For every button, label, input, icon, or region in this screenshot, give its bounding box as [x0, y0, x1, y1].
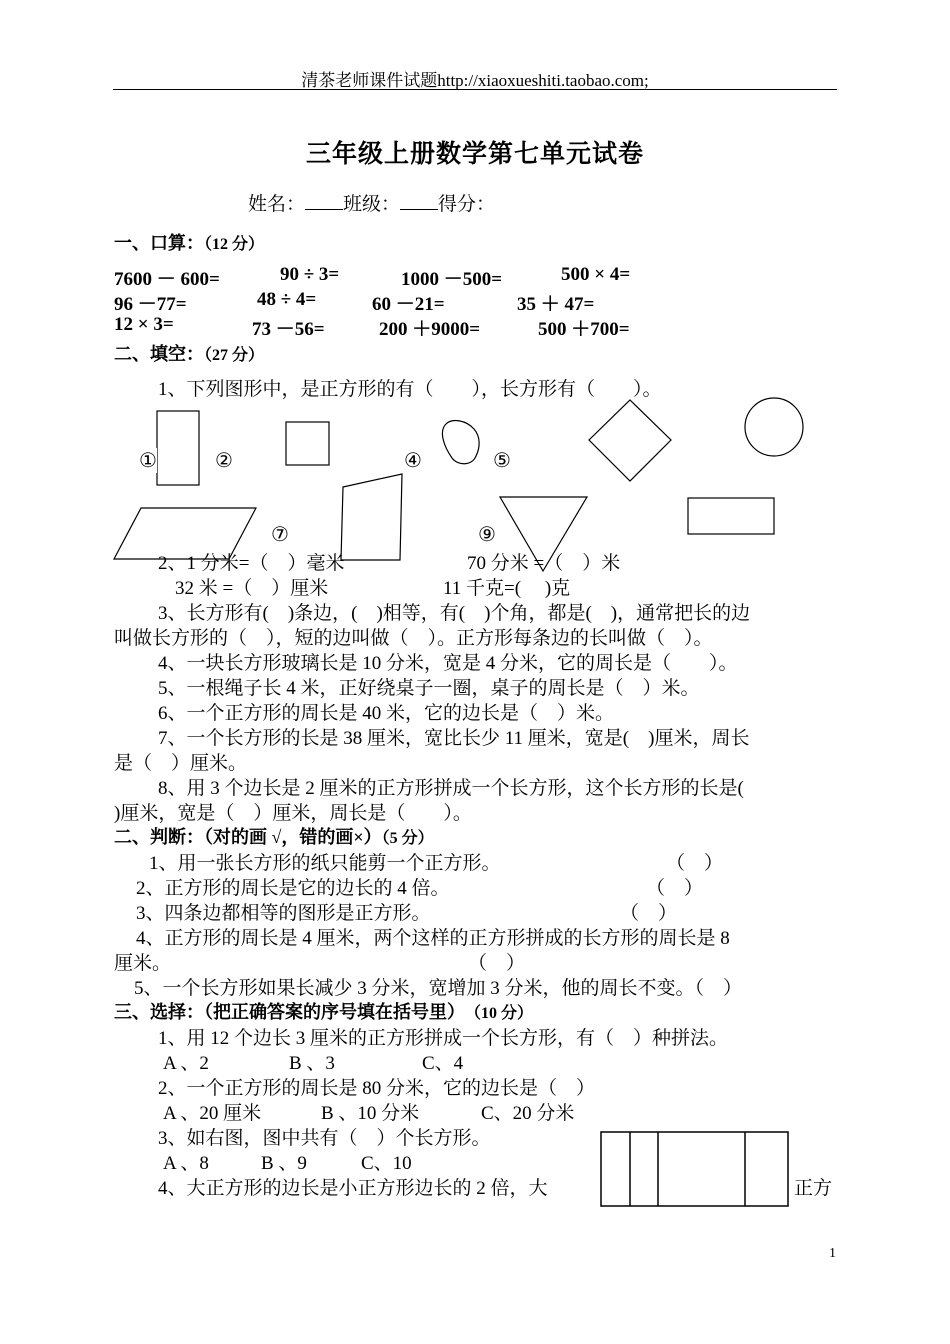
- page-number: 1: [829, 1246, 836, 1261]
- question-text: 3、如右图，图中共有（ ）个长方形。: [158, 1128, 491, 1149]
- choice-option[interactable]: B 、3: [289, 1053, 335, 1074]
- calc-item: 96 －77=: [114, 294, 187, 315]
- shape-circle: [745, 398, 803, 456]
- calc-item: 73 －56=: [252, 319, 325, 340]
- question-text: 1、下列图形中，是正方形的有（ ），长方形有（ ）。: [158, 379, 662, 400]
- question-text: 3、四条边都相等的图形是正方形。: [136, 903, 431, 924]
- choice-option[interactable]: A 、8: [163, 1153, 209, 1174]
- section-points: （5 分）: [381, 830, 434, 847]
- choice-option[interactable]: C、4: [422, 1053, 464, 1074]
- question-text: 2、一个正方形的周长是 80 分米，它的边长是（ ）: [158, 1078, 596, 1099]
- shape-trapezoid: [341, 474, 402, 560]
- section-points: （27 分）: [204, 347, 265, 364]
- answer-parens[interactable]: （ ）: [646, 878, 704, 899]
- question-text: 5、一根绳子长 4 米，正好绕桌子一圈，桌子的周长是（ ）米。: [158, 678, 700, 699]
- answer-parens[interactable]: （ ）: [468, 953, 526, 974]
- calc-item: 500 × 4=: [561, 264, 631, 285]
- calc-item: 7600 － 600=: [114, 269, 220, 290]
- choice-option[interactable]: C、10: [361, 1153, 412, 1174]
- choice-option[interactable]: A 、2: [163, 1053, 209, 1074]
- section-label: 三、选择：（把正确答案的序号填在括号里）: [114, 1002, 465, 1022]
- question-text: 3、长方形有( )条边，( )相等，有( )个角，都是( )，通常把长的边: [158, 603, 751, 624]
- name-label: 姓名：: [248, 194, 306, 215]
- question-text: )厘米，宽是（ ）厘米，周长是（ ）。: [114, 803, 472, 824]
- choice-option[interactable]: B 、10 分米: [321, 1103, 420, 1124]
- score-label: 得分：: [438, 194, 496, 215]
- question-text: 7、一个长方形的长是 38 厘米，宽比长少 11 厘米，宽是( )厘米，周长: [158, 728, 750, 749]
- answer-parens[interactable]: （ ）: [620, 903, 678, 924]
- question-text: 正方: [794, 1178, 833, 1199]
- page-header: 清茶老师课件试题http://xiaoxueshiti.taobao.com;: [301, 71, 649, 90]
- shape-label: ②: [215, 450, 233, 472]
- choice-option[interactable]: B 、9: [261, 1153, 307, 1174]
- shape-label: ④: [404, 450, 422, 472]
- question-text: 5、一个长方形如果长减少 3 分米，宽增加 3 分米，他的周长不变。（ ）: [134, 978, 743, 999]
- question-text: 2、正方形的周长是它的边长的 4 倍。: [136, 878, 450, 899]
- shape-small-square: [286, 422, 329, 465]
- question-text: 2、1 分米=（ ）毫米: [158, 553, 345, 574]
- question-text: 6、一个正方形的周长是 40 米，它的边长是（ ）米。: [158, 703, 615, 724]
- question-text: 1、用一张长方形的纸只能剪一个正方形。: [149, 853, 501, 874]
- calc-item: 1000 －500=: [401, 269, 503, 290]
- question-text: 70 分米 =（ ）米: [467, 553, 621, 574]
- figure-rectangles-outline: [601, 1132, 788, 1206]
- shape-tall-rectangle: [157, 411, 199, 485]
- shape-diamond: [589, 400, 671, 481]
- section-label: 二、判断：（对的画 √，错的画×）: [114, 827, 382, 847]
- calc-item: 12 × 3=: [114, 314, 174, 335]
- section-choice: [114, 998, 533, 1024]
- calc-item: 200 ＋9000=: [379, 319, 481, 340]
- class-label: 班级：: [343, 194, 401, 215]
- question-text: 是（ ）厘米。: [114, 753, 248, 774]
- question-text: 4、正方形的周长是 4 厘米，两个这样的正方形拼成的长方形的周长是 8: [136, 928, 730, 949]
- choice-option[interactable]: A 、20 厘米: [163, 1103, 262, 1124]
- calc-item: 35 ＋ 47=: [517, 294, 595, 315]
- shape-wide-rectangle: [688, 498, 774, 534]
- calc-item: 90 ÷ 3=: [280, 264, 340, 285]
- calc-item: 48 ÷ 4=: [257, 289, 317, 310]
- question-text: 4、大正方形的边长是小正方形边长的 2 倍，大: [158, 1178, 548, 1199]
- shape-label: ⑤: [493, 450, 511, 472]
- question-text: 厘米。: [114, 953, 172, 974]
- calc-item: 500 ＋700=: [538, 319, 630, 340]
- shape-label: ①: [139, 450, 157, 472]
- shape-label: ⑨: [478, 524, 496, 546]
- choice-option[interactable]: C、20 分米: [481, 1103, 575, 1124]
- answer-parens[interactable]: （ ）: [666, 853, 724, 874]
- section-points: （10 分）: [473, 1005, 534, 1022]
- question-text: 叫做长方形的（ ），短的边叫做（ ）。正方形每条边的长叫做（ ）。: [114, 628, 713, 649]
- question-text: 4、一块长方形玻璃长是 10 分米，宽是 4 分米，它的周长是（ ）。: [158, 653, 738, 674]
- section-judge: [114, 823, 434, 849]
- section-label: 一、口算：: [114, 233, 204, 253]
- question-text: 8、用 3 个边长是 2 厘米的正方形拼成一个长方形，这个长方形的长是(: [158, 778, 744, 799]
- section-points: （12 分）: [204, 236, 265, 253]
- section-label: 二、填空：: [114, 344, 204, 364]
- question-text: 11 千克=( )克: [443, 578, 571, 599]
- shape-label: ⑦: [271, 524, 289, 546]
- question-text: 32 米 =（ ）厘米: [175, 578, 329, 599]
- page-title: 三年级上册数学第七单元试卷: [305, 141, 644, 168]
- shape-irregular-blob: [442, 421, 479, 464]
- calc-item: 60 －21=: [372, 294, 445, 315]
- question-text: 1、用 12 个边长 3 厘米的正方形拼成一个长方形，有（ ）种拼法。: [158, 1028, 729, 1049]
